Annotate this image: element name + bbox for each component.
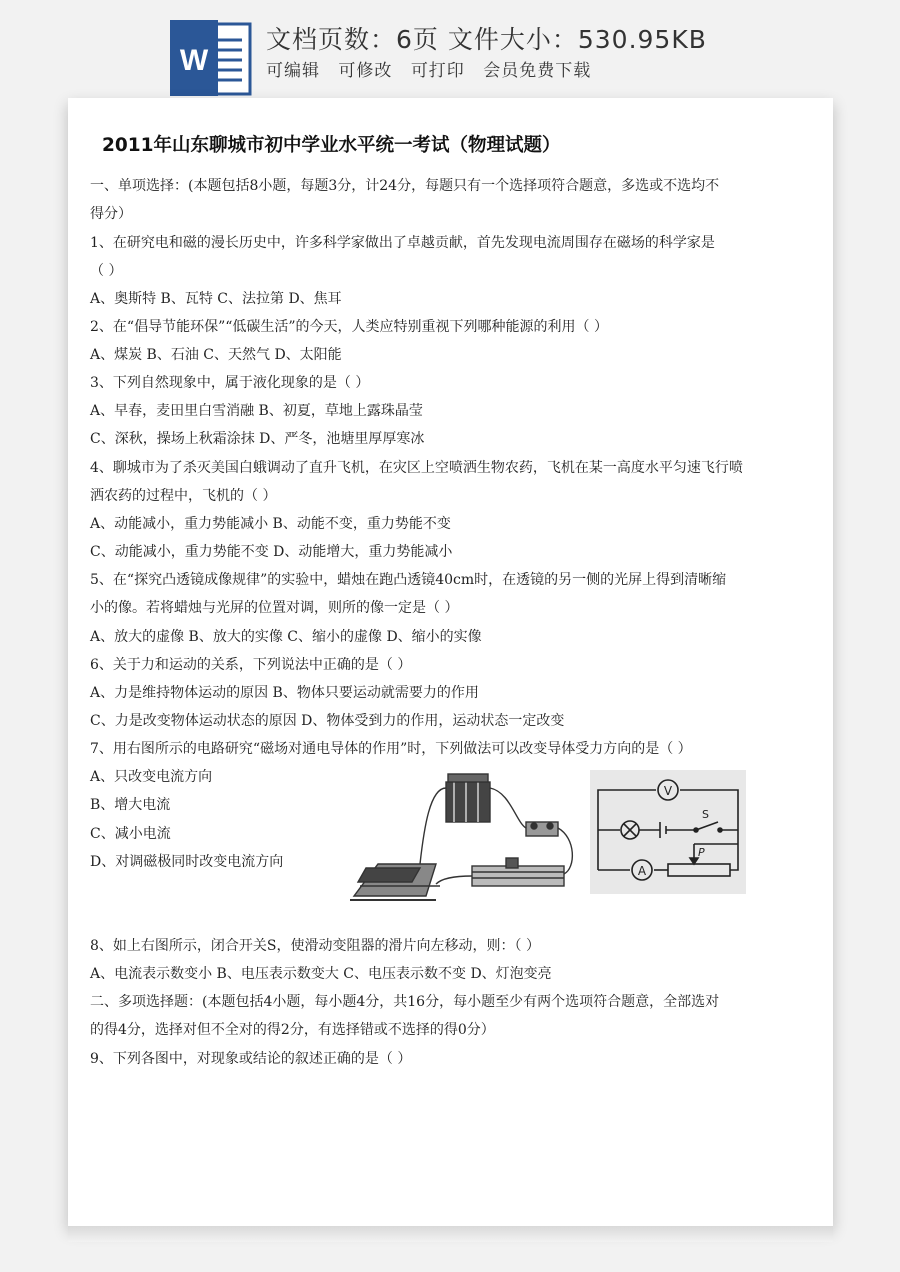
- question-4-options-ab: A、动能减小，重力势能减小 B、动能不变，重力势能不变: [90, 516, 451, 532]
- section-2-header-cont: 的得4分，选择对但不全对的得2分，有选择错或不选择的得0分）: [90, 1022, 495, 1038]
- question-6: 6、关于力和运动的关系，下列说法中正确的是（ ）: [90, 657, 412, 673]
- section-2-header: 二、多项选择题：(本题包括4小题，每小题4分，共16分，每小题至少有两个选项符合题意，全部选对: [90, 994, 720, 1010]
- file-info-title: 文档页数：6页 文件大小：530.95KB: [266, 25, 707, 54]
- feature-modifiable: 可修改: [338, 61, 393, 81]
- feature-editable: 可编辑: [266, 61, 320, 81]
- circuit-diagram-figure: [590, 770, 746, 894]
- question-5-options: A、放大的虚像 B、放大的实像 C、缩小的虚像 D、缩小的实像: [90, 629, 482, 645]
- question-1-options: A、奥斯特 B、瓦特 C、法拉第 D、焦耳: [90, 291, 342, 307]
- question-3-options-cd: C、深秋，操场上秋霜涂抹 D、严冬，池塘里厚厚寒冰: [90, 431, 425, 447]
- exam-title: 2011年山东聊城市初中学业水平统一考试（物理试题）: [102, 135, 561, 156]
- question-6-options-ab: A、力是维持物体运动的原因 B、物体只要运动就需要力的作用: [90, 685, 479, 701]
- question-7-option-c: C、减小电流: [90, 826, 171, 842]
- word-logo-letter: W: [179, 44, 209, 77]
- word-document-icon: [170, 20, 252, 96]
- question-3-options-ab: A、早春，麦田里白雪消融 B、初夏，草地上露珠晶莹: [90, 403, 423, 419]
- question-4: 4、聊城市为了杀灭美国白蛾调动了直升飞机，在灾区上空喷洒生物农药，飞机在某一高度水平匀速飞行喷: [90, 460, 743, 476]
- question-2-options: A、煤炭 B、石油 C、天然气 D、太阳能: [90, 347, 342, 363]
- question-7-option-d: D、对调磁极同时改变电流方向: [90, 854, 284, 870]
- ammeter-label: A: [637, 864, 647, 878]
- question-6-options-cd: C、力是改变物体运动状态的原因 D、物体受到力的作用，运动状态一定改变: [90, 713, 565, 729]
- question-7: 7、用右图所示的电路研究“磁场对通电导体的作用”时，下列做法可以改变导体受力方向的是（ ）: [90, 741, 692, 757]
- question-8-options: A、电流表示数变小 B、电压表示数变大 C、电压表示数不变 D、灯泡变亮: [90, 966, 552, 982]
- question-4-options-cd: C、动能减小，重力势能不变 D、动能增大，重力势能减小: [90, 544, 453, 560]
- feature-free-download: 会员免费下载: [483, 61, 592, 81]
- question-9: 9、下列各图中，对现象或结论的叙述正确的是（ ）: [90, 1051, 412, 1067]
- question-1-blank: （ ）: [90, 263, 123, 279]
- question-8: 8、如上右图所示，闭合开关S，使滑动变阻器的滑片向左移动，则：（ ）: [90, 938, 540, 954]
- question-1: 1、在研究电和磁的漫长历史中，许多科学家做出了卓越贡献，首先发现电流周围存在磁场的科学家是: [90, 235, 715, 251]
- magnetic-force-apparatus-figure: [340, 768, 580, 912]
- file-features: [266, 56, 603, 81]
- question-7-option-b: B、增大电流: [90, 797, 171, 813]
- section-1-header: 一、单项选择：(本题包括8小题，每题3分，计24分，每题只有一个选择项符合题意，多选或不选均不: [90, 178, 720, 194]
- question-7-option-a: A、只改变电流方向: [90, 769, 213, 785]
- voltmeter-label: V: [663, 784, 673, 798]
- question-2: 2、在“倡导节能环保”“低碳生活”的今天，人类应特别重视下列哪种能源的利用（ ）: [90, 319, 608, 335]
- document-page: [68, 98, 833, 1226]
- feature-printable: 可打印: [410, 61, 465, 81]
- question-3: 3、下列自然现象中，属于液化现象的是（ ）: [90, 375, 370, 391]
- switch-label: S: [702, 808, 709, 821]
- question-5-cont: 小的像。若将蜡烛与光屏的位置对调，则所的像一定是（ ）: [90, 600, 459, 616]
- download-banner: [0, 0, 900, 96]
- page-shadow: [68, 1226, 833, 1242]
- question-4-cont: 洒农药的过程中，飞机的（ ）: [90, 488, 277, 504]
- section-1-header-cont: 得分）: [90, 206, 132, 222]
- question-5: 5、在“探究凸透镜成像规律”的实验中，蜡烛在跑凸透镜40cm时，在透镜的另一侧的光屏上得到清晰缩: [90, 572, 727, 588]
- slider-label: P: [698, 846, 705, 859]
